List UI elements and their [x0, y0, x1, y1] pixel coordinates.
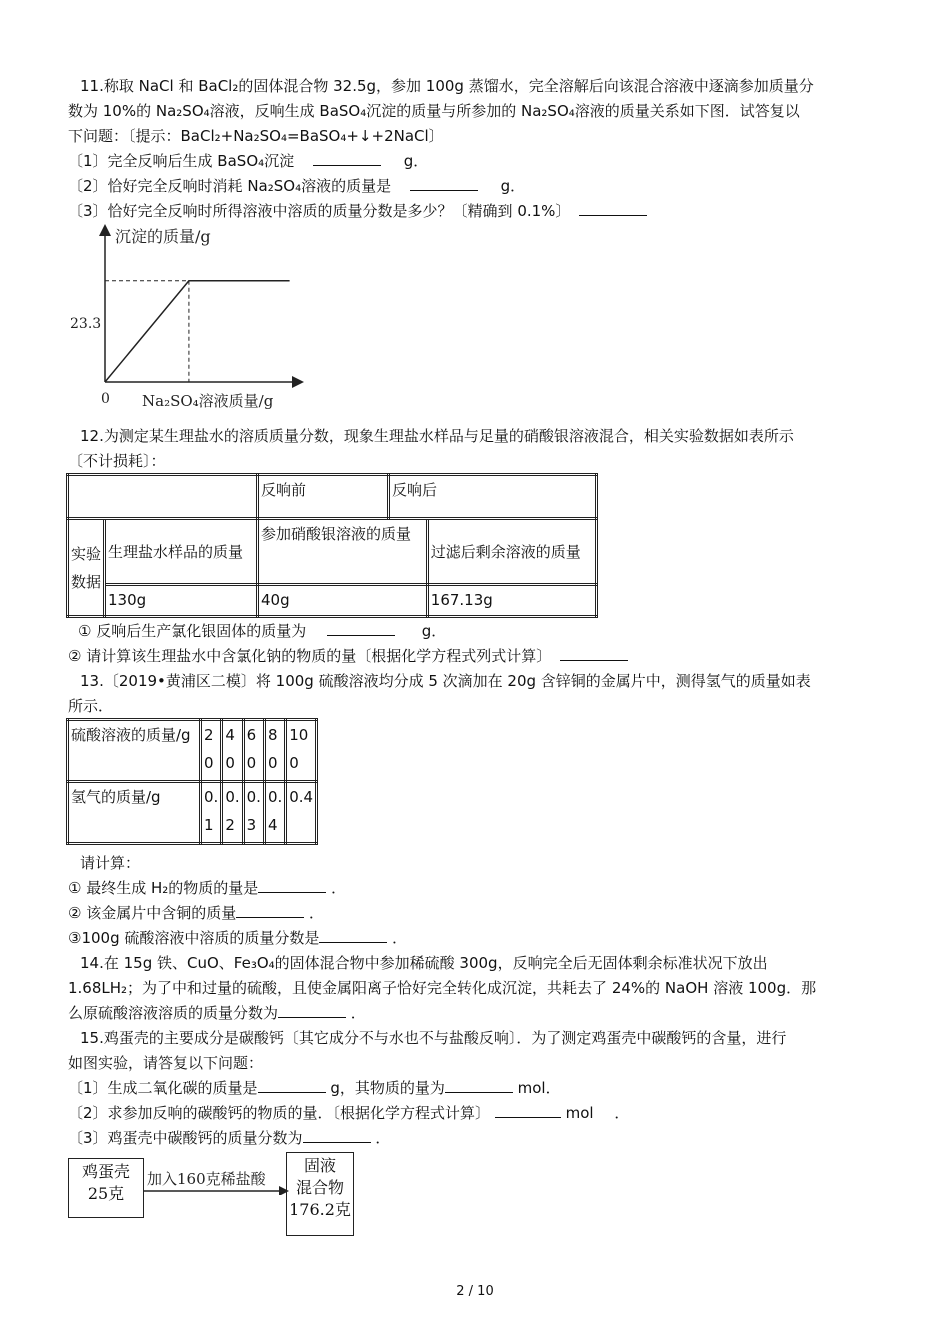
- q15-item-1: [68, 1076, 888, 1101]
- table-cell: 0.2: [222, 782, 243, 844]
- answer-blank[interactable]: [278, 1002, 346, 1018]
- table-header-after: 反响后: [389, 475, 597, 519]
- q13-item-1-end: ．: [331, 879, 347, 897]
- q12-item-1-text: ① 反响后生产氯化银固体的质量为: [78, 622, 307, 640]
- table-cell: 0.4: [264, 782, 285, 844]
- table-col-silver-nitrate: 参加硝酸银溶液的质量: [258, 519, 428, 585]
- q11-line-3: 下问题：〔提示：BaCl₂+Na₂SO₄=BaSO₄+↓+2NaCl〕: [68, 127, 444, 145]
- q12-item-2-text: ② 请计算该生理盐水中含氯化钠的物质的量〔根据化学方程式列式计算〕: [68, 647, 552, 665]
- table-row-head: 实验数据: [68, 519, 105, 617]
- q13-item-2-text: ② 该金属片中含铜的质量: [68, 904, 237, 922]
- q11-item-3: [68, 199, 888, 224]
- precipitate-chart: [60, 222, 310, 412]
- table-cell: 80: [264, 720, 285, 782]
- answer-blank[interactable]: [236, 902, 304, 918]
- q11-line-1: 11.称取 NaCl 和 BaCl₂的固体混合物 32.5g，参加 100g 蒸馏水，完全溶解后向该混合溶液中逐滴参加质量分: [80, 77, 814, 95]
- table-cell: 0.1: [201, 782, 222, 844]
- q15-item-2-unit: mol: [565, 1104, 594, 1122]
- q14-line-1: 14.在 15g 铁、CuO、Fe₃O₄的固体混合物中参加稀硫酸 300g，反响完全后无固体剩余标准状况下放出: [80, 954, 768, 972]
- table-cell: 0.4: [286, 782, 317, 844]
- q13-item-3: [68, 926, 888, 951]
- q14-end: ．: [350, 1004, 366, 1022]
- q15-item-2-text: 〔2〕求参加反响的碳酸钙的物质的量．〔根据化学方程式计算〕: [68, 1104, 491, 1122]
- answer-blank[interactable]: [327, 620, 395, 636]
- q11-item-1: [68, 149, 888, 174]
- q15-item-2-end: ．: [614, 1104, 630, 1122]
- answer-blank[interactable]: [579, 200, 647, 216]
- table-cell: 60: [243, 720, 264, 782]
- mixture-mass: 176.2克: [289, 1200, 351, 1219]
- q15-item-3-end: ．: [375, 1129, 391, 1147]
- q13-item-2: [68, 901, 888, 926]
- q13-item-1-text: ① 最终生成 H₂的物质的量是: [68, 879, 259, 897]
- answer-blank[interactable]: [303, 1127, 371, 1143]
- q13-item-3-text: ③100g 硫酸溶液中溶质的质量分数是: [68, 929, 320, 947]
- q15-item-2: [68, 1101, 888, 1126]
- answer-blank[interactable]: [495, 1102, 561, 1118]
- q11-item-2-text: 〔2〕恰好完全反响时消耗 Na₂SO₄溶液的质量是: [68, 177, 392, 195]
- q13-item-3-end: ．: [392, 929, 408, 947]
- q13-item-1: [68, 876, 888, 901]
- table-cell: 0.3: [243, 782, 264, 844]
- table-cell: 40: [222, 720, 243, 782]
- table-value-remaining: 167.13g: [427, 585, 596, 617]
- origin-label: 0: [101, 391, 110, 407]
- answer-blank[interactable]: [560, 645, 628, 661]
- answer-blank[interactable]: [258, 877, 326, 893]
- q15-item-1-unit: mol．: [517, 1079, 561, 1097]
- y-axis-label: 沉淀的质量/g: [115, 227, 211, 246]
- answer-blank[interactable]: [313, 150, 381, 166]
- q13-data-table: [66, 718, 318, 845]
- q14-line-3: [68, 1001, 888, 1026]
- y-tick-label: 23.3: [70, 316, 102, 332]
- q11-item-2-unit: g．: [500, 177, 526, 195]
- reaction-arrow: [143, 1165, 289, 1195]
- q15-item-1-text: 〔1〕生成二氧化碳的质量是: [68, 1079, 258, 1097]
- eggshell-label: 鸡蛋壳: [81, 1162, 130, 1181]
- table-cell-empty: [68, 475, 258, 519]
- table-value-sample: 130g: [105, 585, 258, 617]
- q11-item-2: [68, 174, 888, 199]
- answer-blank[interactable]: [410, 175, 478, 191]
- q12-line-1: 12.为测定某生理盐水的溶质质量分数，现象生理盐水样品与足量的硝酸银溶液混合，相关实验数据如表所示: [80, 427, 794, 445]
- q15-line-1: 15.鸡蛋壳的主要成分是碳酸钙〔其它成分不与水也不与盐酸反响〕．为了测定鸡蛋壳中碳酸钙的含量，进行: [80, 1029, 787, 1047]
- q14-line-3-text: 么原硫酸溶液溶质的质量分数为: [68, 1004, 279, 1022]
- table-row-head: 硫酸溶液的质量/g: [68, 720, 201, 782]
- mixture-box: [286, 1152, 354, 1236]
- table-value-silver-nitrate: 40g: [258, 585, 428, 617]
- q15-item-1-mid: g，其物质的量为: [330, 1079, 445, 1097]
- q15-item-3: [68, 1126, 888, 1151]
- eggshell-box: [68, 1158, 144, 1218]
- q12-item-1-unit: g．: [421, 622, 447, 640]
- q11-line-2: 数为 10%的 Na₂SO₄溶液，反响生成 BaSO₄沉淀的质量与所参加的 Na₂SO₄溶液的质量关系如下图．试答复以: [68, 102, 800, 120]
- arrow-label: 加入160克稀盐酸: [147, 1170, 266, 1188]
- table-cell: 20: [201, 720, 222, 782]
- q13-item-2-end: ．: [309, 904, 325, 922]
- table-row-head: 氢气的质量/g: [68, 782, 201, 844]
- q12-line-2: 〔不计损耗〕：: [68, 452, 166, 470]
- mixture-label-1: 固液: [303, 1156, 336, 1175]
- x-axis-label: Na₂SO₄溶液质量/g: [142, 392, 274, 410]
- q11-item-1-unit: g．: [403, 152, 429, 170]
- q15-item-3-text: 〔3〕鸡蛋壳中碳酸钙的质量分数为: [68, 1129, 303, 1147]
- answer-blank[interactable]: [258, 1077, 326, 1093]
- table-header-before: 反响前: [258, 475, 389, 519]
- q11-item-3-text: 〔3〕恰好完全反响时所得溶液中溶质的质量分数是多少？〔精确到 0.1%〕: [68, 202, 571, 220]
- q12-data-table: [66, 473, 598, 618]
- eggshell-mass: 25克: [87, 1184, 125, 1203]
- table-col-sample: 生理盐水样品的质量: [105, 519, 258, 585]
- page-number: 2 / 10: [456, 1284, 494, 1299]
- answer-blank[interactable]: [445, 1077, 513, 1093]
- table-cell: 100: [286, 720, 317, 782]
- q14-line-2: 1.68LH₂；为了中和过量的硫酸，且使金属阳离子恰好完全转化成沉淀，共耗去了 24%的 NaOH 溶液 100g．那: [68, 979, 817, 997]
- table-col-remaining: 过滤后剩余溶液的质量: [427, 519, 596, 585]
- q13-line-2: 所示．: [68, 697, 114, 715]
- q11-item-1-text: 〔1〕完全反响后生成 BaSO₄沉淀: [68, 152, 295, 170]
- series-line: [105, 281, 290, 382]
- mixture-label-2: 混合物: [295, 1178, 344, 1197]
- q15-line-2: 如图实验，请答复以下问题：: [68, 1054, 264, 1072]
- q12-item-1: [78, 619, 898, 644]
- q13-line-1: 13.〔2019•黄浦区二模〕将 100g 硫酸溶液均分成 5 次滴加在 20g 含锌铜的金属片中，测得氢气的质量如表: [80, 672, 811, 690]
- q12-item-2: [68, 644, 888, 669]
- answer-blank[interactable]: [319, 927, 387, 943]
- q13-calc: 请计算：: [80, 854, 141, 872]
